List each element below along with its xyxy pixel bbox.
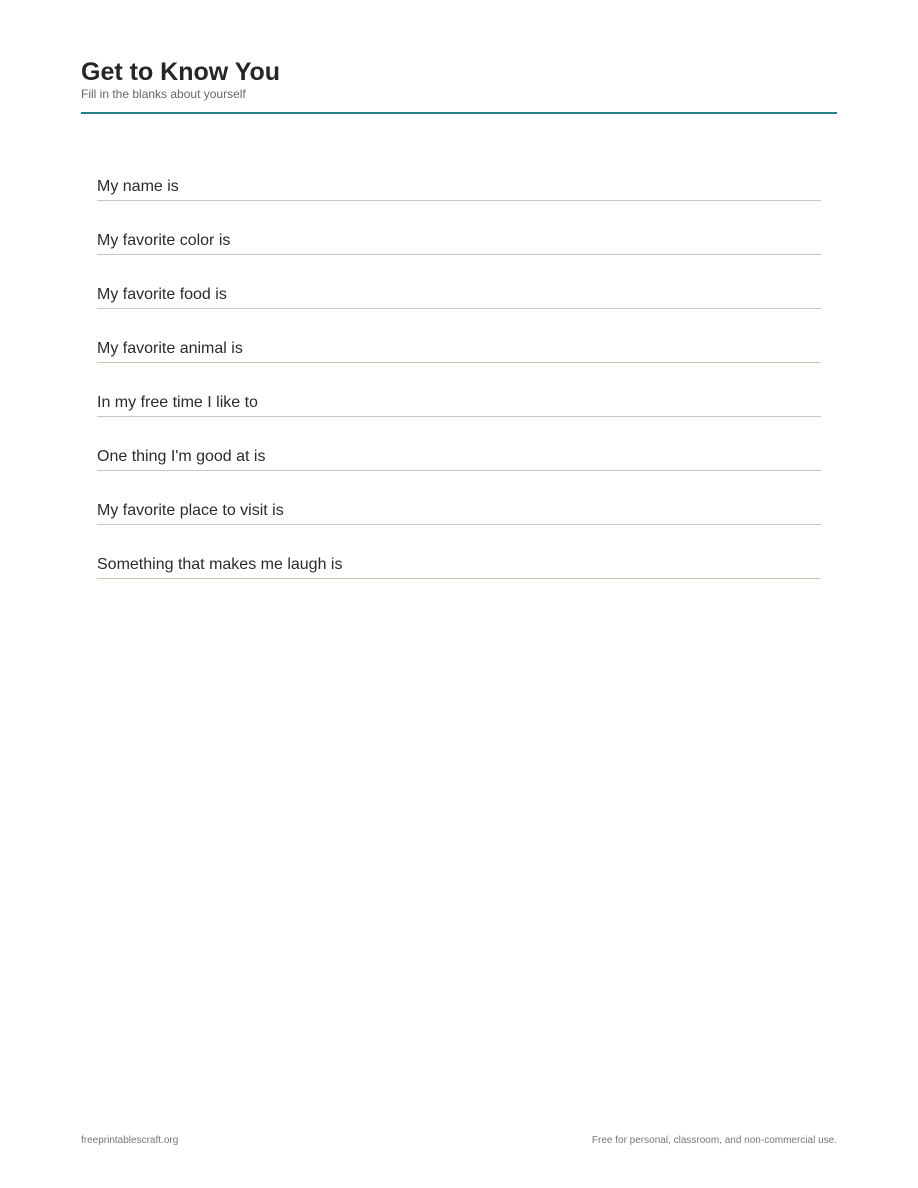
page-title: Get to Know You	[81, 58, 281, 86]
prompt-list	[97, 174, 821, 606]
prompt-label: Something that makes me laugh is	[97, 556, 343, 573]
footer-license: Free for personal, classroom, and non-commercial use.	[591, 1135, 837, 1146]
footer-site: freeprintablescraft.org	[81, 1135, 179, 1146]
prompt-row-name[interactable]	[97, 174, 821, 201]
prompt-row-animal[interactable]	[97, 336, 821, 363]
header-divider	[81, 112, 837, 114]
prompt-row-place[interactable]	[97, 498, 821, 525]
prompt-row-color[interactable]	[97, 228, 821, 255]
prompt-row-laugh[interactable]	[97, 552, 821, 579]
page-subtitle: Fill in the blanks about yourself	[81, 87, 246, 101]
prompt-label: One thing I'm good at is	[97, 448, 266, 465]
prompt-row-good-at[interactable]	[97, 444, 821, 471]
prompt-label: My favorite animal is	[97, 340, 243, 357]
prompt-row-food[interactable]	[97, 282, 821, 309]
prompt-label: My name is	[97, 178, 179, 195]
prompt-label: My favorite place to visit is	[97, 502, 284, 519]
prompt-row-free-time[interactable]	[97, 390, 821, 417]
prompt-label: My favorite food is	[97, 286, 227, 303]
worksheet-header	[81, 57, 837, 101]
prompt-label: In my free time I like to	[97, 394, 258, 411]
prompt-label: My favorite color is	[97, 232, 231, 249]
